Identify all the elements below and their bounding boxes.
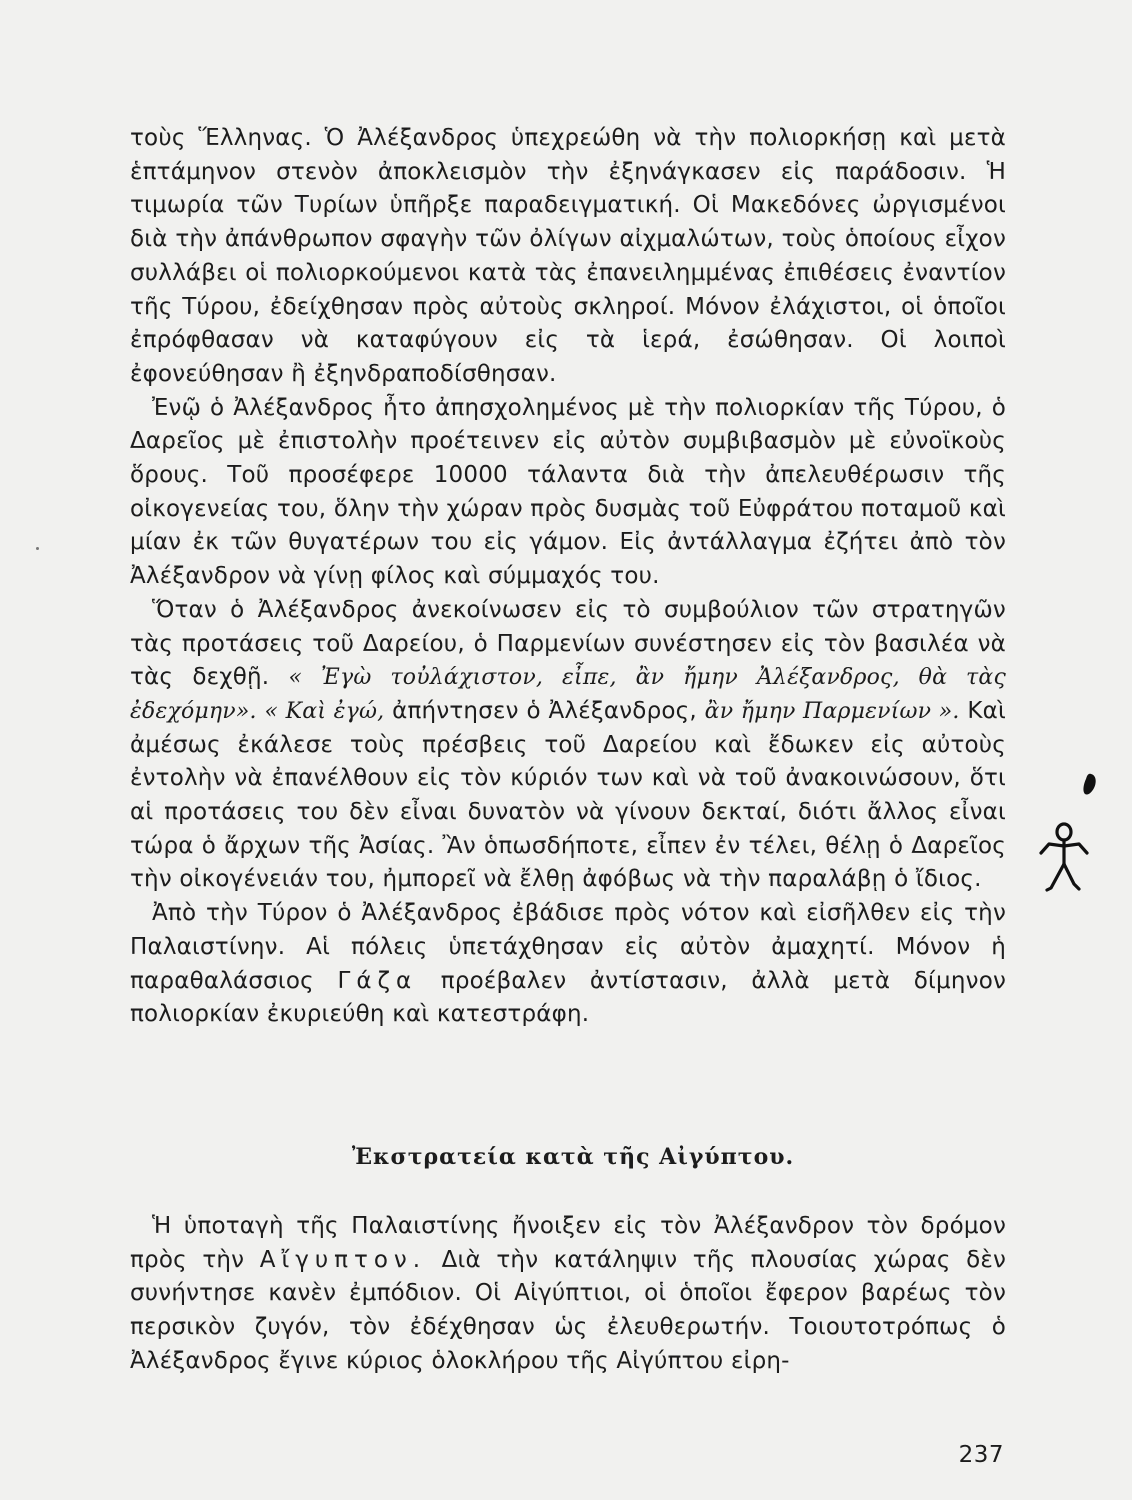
ink-blot-mark [1082, 773, 1098, 797]
main-text [130, 122, 1006, 1032]
stray-dot [36, 547, 39, 550]
paragraph-2: Ἐνῷ ὁ Ἀλέξανδρος ἦτο ἀπησχολημένος μὲ τὴν πολιορκίαν τῆς Τύρου, ὁ Δαρεῖος μὲ ἐπιστολὴν προέτεινεν εἰς αὐτὸν συμβιβασμὸν μὲ εὐνοϊκοὺς ὅρους. Τοῦ προσέφερε 10000 τάλαντα διὰ τὴν ἀπελευθέρωσιν τῆς οἰκογενείας του, ὅλην τὴν χώραν πρὸς δυσμὰς τοῦ Εὐφράτου ποταμοῦ καὶ μίαν ἐκ τῶν θυγατέρων του εἰς γάμον. Εἰς ἀντάλλαγμα ἐζήτει ἀπὸ τὸν Ἀλέξανδρον νὰ γίνῃ φίλος καὶ σύμμαχός του. [130, 394, 1006, 590]
section-text [130, 1210, 1006, 1379]
paragraph-3-end: Καὶ ἀμέσως ἐκάλεσε τοὺς πρέσβεις τοῦ Δαρείου καὶ ἔδωκεν εἰς αὐτοὺς ἐντολὴν νὰ ἐπανέλθουν εἰς τὸν κύριόν των καὶ νὰ τοῦ ἀνακοινώσουν, ὅτι αἱ προτάσεις του δὲν εἶναι δυνατὸν νὰ γίνουν δεκταί, διότι ἄλλος εἶναι τώρα ὁ ἄρχων τῆς Ἀσίας. Ἂν ὁπωσδήποτε, εἶπεν ἐν τέλει, θέλῃ ὁ Δαρεῖος τὴν οἰκογένειάν του, ἠμπορεῖ νὰ ἔλθῃ ἀφόβως νὰ τὴν παραλάβῃ ὁ ἴδιος. [130, 697, 1007, 893]
paragraph-5-start: Ἡ ὑποταγὴ τῆς Παλαιστίνης ἤνοιξεν εἰς τὸν Ἀλέξανδρον τὸν δρόμον πρὸς τὴν [130, 1213, 1006, 1273]
quote-alexander-end: ἂν ἤμην Παρμενίων ». [704, 698, 960, 724]
paragraph-3-start: Ὅταν ὁ Ἀλέξανδρος ἀνεκοίνωσεν εἰς τὸ συμβούλιον τῶν στρατηγῶν τὰς προτάσεις τοῦ Δαρείου, ὁ Παρμενίων συνέστησεν εἰς τὸν βασιλέα νὰ τὰς δεχθῇ. [130, 596, 1006, 691]
paragraph-3 [130, 594, 1006, 897]
section-heading: Ἐκστρατεία κατὰ τῆς Αἰγύπτου. [351, 1144, 795, 1170]
paragraph-3-middle: ἀπήντησεν ὁ Ἀλέξανδρος, [392, 697, 697, 724]
paragraph-1: τοὺς Ἕλληνας. Ὁ Ἀλέξανδρος ὑπεχρεώθη νὰ τὴν πολιορκήσῃ καὶ μετὰ ἑπτάμηνον στενὸν ἀποκλεισμὸν τὴν ἐξηνάγκασεν εἰς παράδοσιν. Ἡ τιμωρία τῶν Τυρίων ὑπῆρξε παραδειγματική. Οἱ Μακεδόνες ὠργισμένοι διὰ τὴν ἀπάνθρωπον σφαγὴν τῶν ὀλίγων αἰχμαλώτων, τοὺς ὁποίους εἶχον συλλάβει οἱ πολιορκούμενοι κατὰ τὰς ἐπανειλημμένας ἐπιθέσεις ἐναντίον τῆς Τύρου, ἐδείχθησαν πρὸς αὐτοὺς σκληροί. Μόνον ἐλάχιστοι, οἱ ὁποῖοι ἐπρόφθασαν νὰ καταφύγουν εἰς τὰ ἱερά, ἐσώθησαν. Οἱ λοιποὶ ἐφονεύθησαν ἢ ἐξηνδραποδίσθησαν. [130, 125, 1006, 387]
quote-alexander: « Καὶ ἐγώ, [264, 698, 385, 724]
paragraph-5-end: Διὰ τὴν κατάληψιν τῆς πλουσίας χώρας δὲν συνήντησε κανὲν ἐμπόδιον. Οἱ Αἰγύπτιοι, οἱ ὁποῖοι ἔφερον βαρέως τὸν περσικὸν ζυγόν, τὸν ἐδέχθησαν ὡς ἐλευθερωτήν. Τοιουτοτρόπως ὁ Ἀλέξανδρος ἔγινε κύριος ὁλοκλήρου τῆς Αἰγύπτου εἰρη- [130, 1246, 1007, 1374]
stick-figure-doodle [1037, 822, 1089, 894]
paragraph-4-end: προέβαλεν ἀντίστασιν, ἀλλὰ μετὰ δίμηνον πολιορκίαν ἐκυριεύθη καὶ κατεστράφη. [130, 967, 1007, 1028]
paragraph-4 [130, 897, 1006, 1032]
page-number: 237 [958, 1442, 1004, 1468]
paragraph-5 [130, 1210, 1006, 1379]
gaza-spaced: Γάζα [337, 967, 418, 994]
egypt-spaced: Αἴγυπτον. [259, 1246, 427, 1273]
quote-parmenion: « Ἐγὼ τοὐλάχιστον, εἶπε, ἂν ἤμην Ἀλέξανδρος, θὰ τὰς ἐδεχόμην». [130, 665, 1006, 724]
paragraph-4-start: Ἀπὸ τὴν Τύρον ὁ Ἀλέξανδρος ἐβάδισε πρὸς νότον καὶ εἰσῆλθεν εἰς τὴν Παλαιστίνην. Αἱ πόλεις ὑπετάχθησαν εἰς αὐτὸν ἀμαχητί. Μόνον ἡ παραθαλάσσιος [130, 900, 1006, 994]
